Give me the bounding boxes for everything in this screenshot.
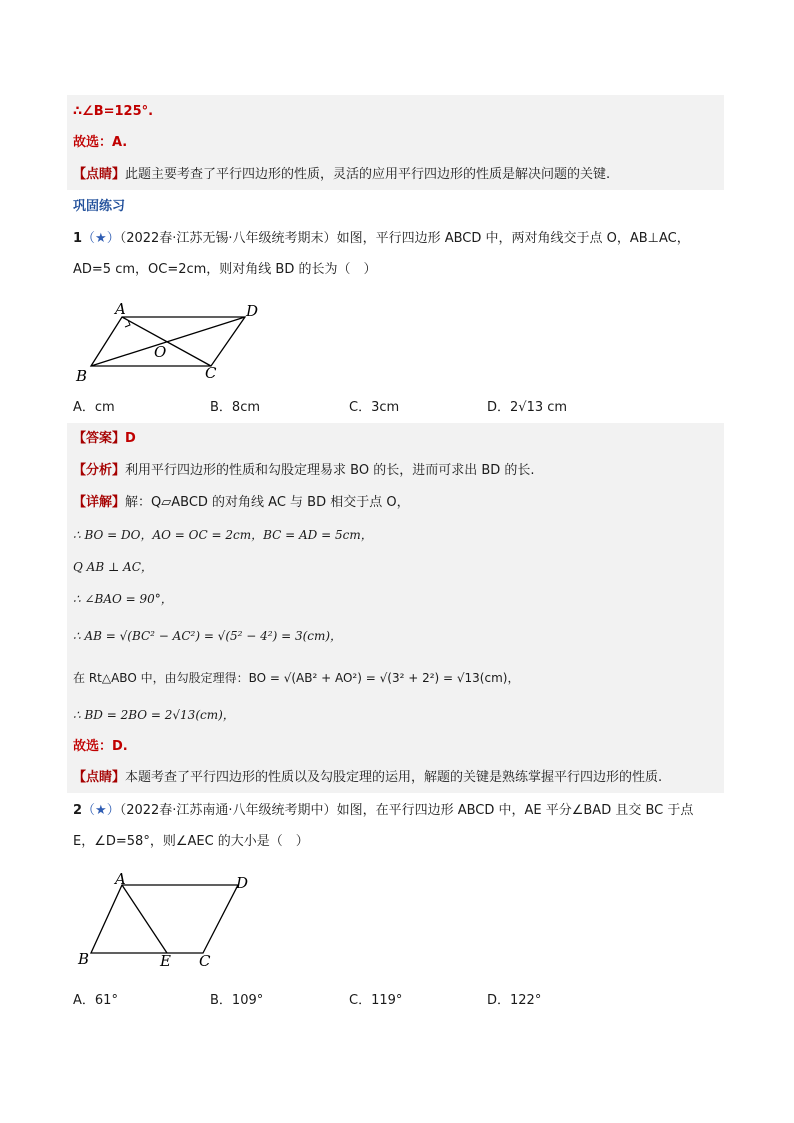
q1-option-b[interactable] — [210, 398, 260, 418]
option-letter: B． — [210, 993, 232, 1008]
dianjing-tag: 【点睛】 — [73, 167, 126, 182]
answer-tag: 【答案】 — [73, 431, 126, 446]
q1-detail-line5: ∴ AB = √(BC² − AC²) = √(5² − 4²) = 3(cm)， — [73, 629, 343, 643]
q1-detail-line8: 故选：D. — [73, 739, 128, 754]
q1-figure — [70, 295, 270, 387]
option-text: 119° — [371, 993, 403, 1008]
q1-stem-line1 — [73, 229, 690, 249]
detail-text: 解：Q▱ABCD 的对角线 AC 与 BD 相交于点 O， — [125, 495, 410, 510]
label-o: O — [154, 343, 167, 361]
q2-figure — [70, 867, 270, 977]
option-text: 109° — [231, 993, 264, 1008]
detail-tag: 【详解】 — [73, 495, 126, 510]
diagonal-bd — [91, 317, 245, 366]
prev-choice: 故选：A. — [73, 135, 128, 150]
q1-stem-text1: 如图，平行四边形 ABCD 中，两对角线交于点 O，AB⊥AC， — [336, 231, 690, 246]
label-d: D — [246, 302, 259, 320]
q1-detail-line3: Q AB ⊥ AC， — [73, 560, 153, 574]
q1-detail-line1 — [73, 493, 410, 513]
option-letter: C． — [349, 993, 372, 1008]
q2-option-b[interactable] — [210, 991, 263, 1011]
q2-option-d[interactable] — [487, 991, 541, 1011]
parallelogram-abcd — [91, 885, 238, 953]
q1-source: （2022春·江苏无锡·八年级统考期末） — [119, 231, 337, 246]
q1-number: 1 — [73, 231, 83, 246]
q2-stem-line2: E，∠D=58°，则∠AEC 的大小是（ ） — [73, 834, 309, 849]
q2-option-c[interactable] — [349, 991, 402, 1011]
option-letter: A． — [73, 993, 95, 1008]
label-a: A — [115, 870, 126, 888]
q1-answer-line — [73, 429, 136, 449]
analysis-tag: 【分析】 — [73, 463, 126, 478]
option-letter: D． — [487, 400, 511, 415]
q2-star: （★） — [82, 803, 120, 818]
dianjing-text: 此题主要考查了平行四边形的性质，灵活的应用平行四边形的性质是解决问题的关键. — [125, 167, 611, 182]
q2-number: 2 — [73, 803, 83, 818]
q1-detail-line4: ∴ ∠BAO = 90°， — [73, 592, 173, 606]
q1-option-d[interactable] — [487, 398, 567, 418]
q1-detail-line6: 在 Rt△ABO 中，由勾股定理得：BO = √(AB² + AO²) = √(3² + 2²) = √13(cm)， — [73, 671, 520, 685]
q2-source: （2022春·江苏南通·八年级统考期中） — [119, 803, 337, 818]
label-d: D — [236, 874, 249, 892]
q2-stem-line1 — [73, 801, 693, 821]
option-text: 3cm — [371, 400, 400, 415]
prev-dianjing — [73, 165, 610, 185]
option-text: 8cm — [231, 400, 261, 415]
q1-dianjing-line — [73, 768, 662, 788]
label-a: A — [115, 300, 126, 318]
option-letter: A． — [73, 400, 95, 415]
label-e: E — [160, 952, 171, 970]
label-c: C — [199, 952, 211, 970]
answer-value: D — [125, 431, 136, 446]
q1-stem-line2: AD=5 cm，OC=2cm，则对角线 BD 的长为（ ） — [73, 262, 377, 277]
option-text: 2√13 cm — [510, 400, 568, 415]
prev-conclusion: ∴∠B=125°. — [73, 104, 154, 119]
q1-option-c[interactable] — [349, 398, 399, 418]
q1-detail-line2: ∴ BO = DO，AO = OC = 2cm，BC = AD = 5cm， — [73, 528, 373, 542]
q1-analysis-line — [73, 461, 535, 481]
option-letter: C． — [349, 400, 372, 415]
q1-detail-line7: ∴ BD = 2BO = 2√13(cm)， — [73, 708, 235, 722]
q2-stem-text1: 如图，在平行四边形 ABCD 中，AE 平分∠BAD 且交 BC 于点 — [336, 803, 694, 818]
dianjing-tag: 【点睛】 — [73, 770, 126, 785]
option-text: cm — [94, 400, 115, 415]
q2-option-a[interactable] — [73, 991, 118, 1011]
q1-star: （★） — [82, 231, 120, 246]
dianjing-text: 本题考查了平行四边形的性质以及勾股定理的运用，解题的关键是熟练掌握平行四边形的性质. — [125, 770, 663, 785]
q1-option-a[interactable] — [73, 398, 115, 418]
analysis-text: 利用平行四边形的性质和勾股定理易求 BO 的长，进而可求出 BD 的长. — [125, 463, 535, 478]
label-c: C — [205, 364, 217, 382]
segment-ae — [122, 885, 167, 953]
option-letter: B． — [210, 400, 232, 415]
option-text: 61° — [94, 993, 118, 1008]
label-b: B — [78, 950, 90, 968]
section-title: 巩固练习 — [73, 199, 126, 214]
label-b: B — [76, 367, 88, 385]
option-letter: D． — [487, 993, 511, 1008]
option-text: 122° — [510, 993, 542, 1008]
